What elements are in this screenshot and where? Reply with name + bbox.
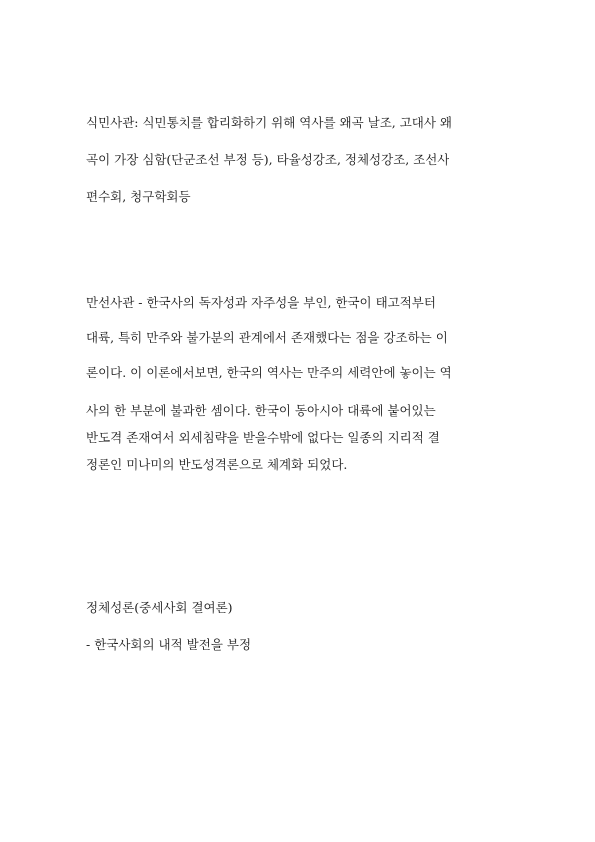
paragraph-line: 정론인 미나미의 반도성격론으로 체계화 되었다. [86, 457, 348, 472]
paragraph-line: 론이다. 이 이론에서보면, 한국의 역사는 만주의 세력안에 놓이는 역 [86, 365, 452, 380]
paragraph-line: - 한국사회의 내적 발전을 부정 [86, 637, 252, 652]
section-heading: 정체성론(중세사회 결여론) [86, 600, 233, 615]
paragraph-line: 사의 한 부분에 불과한 셈이다. 한국이 동아시아 대륙에 붙어있는 [86, 403, 436, 418]
paragraph-line: 만선사관 - 한국사의 독자성과 자주성을 부인, 한국이 태고적부터 [86, 295, 436, 310]
paragraph-line: 곡이 가장 심함(단군조선 부정 등), 타율성강조, 정체성강조, 조선사 [86, 152, 450, 167]
paragraph-line: 대륙, 특히 만주와 불가분의 관계에서 존재했다는 점을 강조하는 이 [86, 330, 448, 345]
paragraph-line: 편수회, 청구학회등 [86, 189, 191, 204]
paragraph-line: 반도격 존재여서 외세침략을 받을수밖에 없다는 일종의 지리적 결 [86, 430, 440, 445]
paragraph-line: 식민사관: 식민통치를 합리화하기 위해 역사를 왜곡 날조, 고대사 왜 [86, 115, 452, 130]
